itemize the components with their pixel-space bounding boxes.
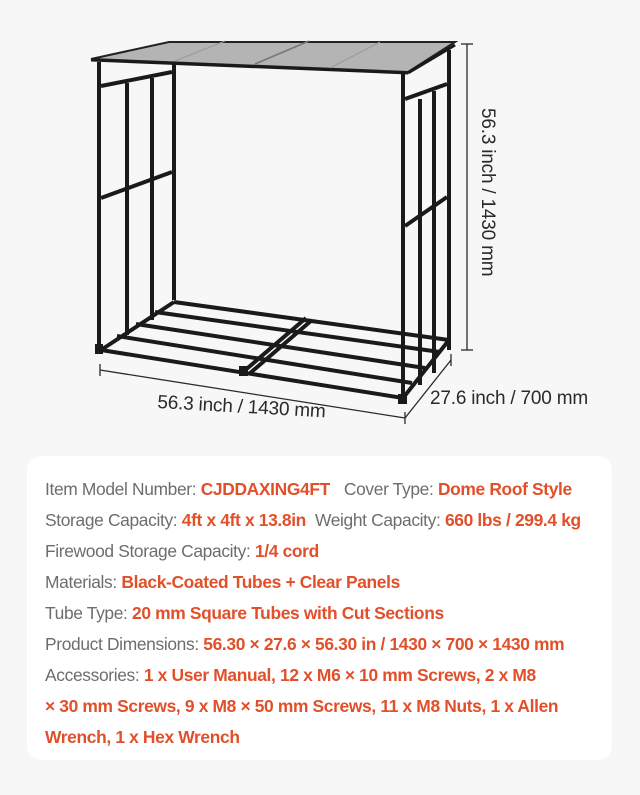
spec-row-dimensions [45,629,602,660]
model-value: CJDDAXING4FT [200,479,330,499]
depth-dimension-label: 27.6 inch / 700 mm [430,388,588,409]
dimensions-value: 56.30 × 27.6 × 56.30 in / 1430 × 700 × 1430 mm [203,634,565,654]
spec-row-tube [45,598,602,629]
model-label: Item Model Number: [45,479,201,499]
spec-row-model-cover [45,474,602,505]
spec-row-accessories [45,660,602,691]
spec-row-storage-weight [45,505,602,536]
width-dimension-label: 56.3 inch / 1430 mm [156,392,327,423]
spec-row-firewood [45,536,602,567]
cover-value: Dome Roof Style [437,479,572,499]
cover-label: Cover Type: [343,479,438,499]
accessories-value-line1: 1 x User Manual, 12 x M6 × 10 mm Screws, 2 x M8 [143,665,536,685]
tube-value: 20 mm Square Tubes with Cut Sections [132,603,444,623]
storage-label: Storage Capacity: [45,510,182,530]
firewood-value: 1/4 cord [254,541,319,561]
storage-value: 4ft x 4ft x 13.8in [181,510,306,530]
spec-card [27,456,612,760]
height-dimension-label: 56.3 inch / 1430 mm [477,108,498,277]
spec-list [45,474,602,753]
accessories-value-line2: × 30 mm Screws, 9 x M8 × 50 mm Screws, 11 x M8 Nuts, 1 x Allen [45,696,559,716]
dimensions-label: Product Dimensions: [45,634,204,654]
accessories-value-line3: Wrench, 1 x Hex Wrench [45,727,240,747]
weight-label: Weight Capacity: [314,510,445,530]
materials-label: Materials: [45,572,122,592]
spec-row-accessories-cont2 [45,722,602,753]
tube-label: Tube Type: [45,603,133,623]
weight-value: 660 lbs / 299.4 kg [444,510,581,530]
spec-row-materials [45,567,602,598]
spec-row-accessories-cont [45,691,602,722]
materials-value: Black-Coated Tubes + Clear Panels [121,572,400,592]
firewood-label: Firewood Storage Capacity: [45,541,255,561]
accessories-label: Accessories: [45,665,144,685]
